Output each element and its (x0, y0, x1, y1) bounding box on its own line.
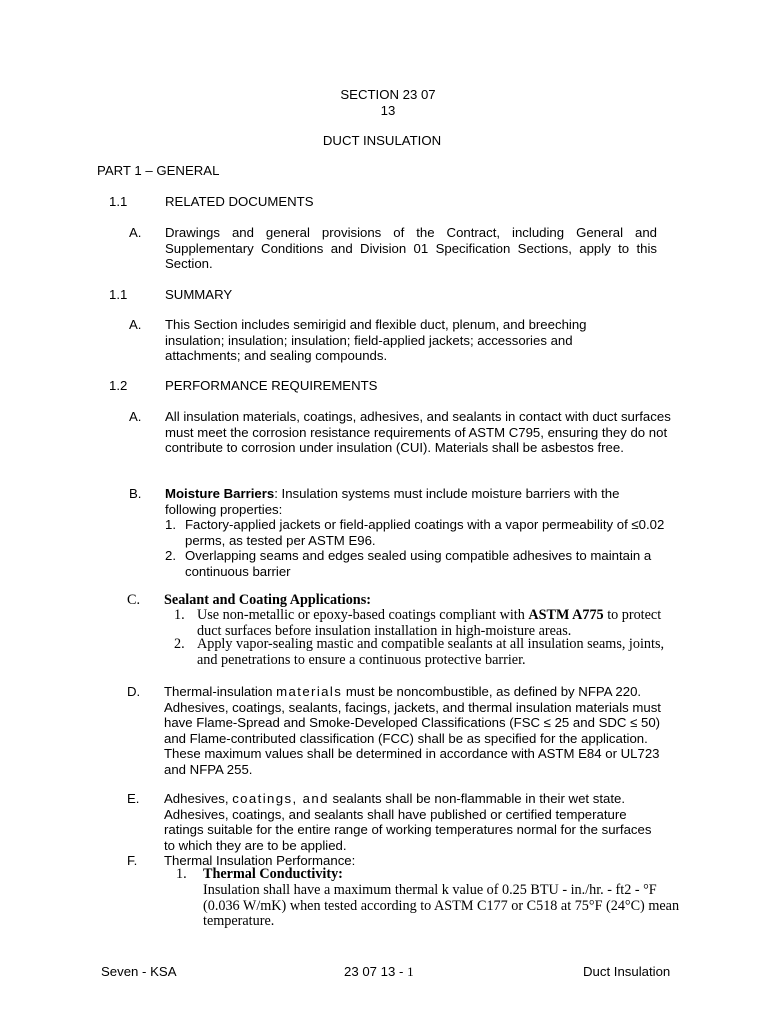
list-item (197, 608, 667, 639)
paragraph-text: All insulation materials, coatings, adhesives, and sealants in contact with duct surfaces must meet the corrosion resistance requirements of ASTM C795, ensuring they do not contribute to corrosion under insulation (CUI). Materials shall be asbestos free. (165, 409, 671, 456)
article-title: RELATED DOCUMENTS (165, 194, 314, 209)
article-title: SUMMARY (165, 287, 233, 302)
footer-section-ref: 23 07 13 - (344, 964, 408, 979)
list-number: 2. (165, 548, 176, 563)
paragraph-letter: A. (129, 225, 142, 240)
paragraph-body-spaced: coatings, and (232, 791, 329, 806)
footer-left: Seven - KSA (101, 964, 177, 979)
paragraph-text (164, 791, 664, 853)
standard-ref: ASTM A775 (528, 607, 604, 623)
page-number: 1 (407, 964, 414, 979)
article-title: PERFORMANCE REQUIREMENTS (165, 378, 378, 393)
paragraph-letter: D. (127, 684, 141, 699)
paragraph-letter: C. (127, 592, 141, 608)
list-item: Insulation shall have a maximum thermal k value of 0.25 BTU - in./hr. - ft2 - °F (0.036 W/mK) when tested according to ASTM C177 or C518 at 75°F (24°C) mean temperature. (203, 882, 680, 930)
paragraph-body: sealants shall be non-flammable in their wet state. Adhesives, coatings, and sealants shall have published or certified temperature ratings suitable for the entire range of working temperatures normal for the surfaces to which they are to be applied. (164, 791, 652, 853)
list-item: Apply vapor-sealing mastic and compatible sealants at all insulation seams, joints, and penetrations to ensure a continuous protective barrier. (197, 636, 665, 668)
paragraph-body: : Insulation systems must include moisture barriers with the following properties: (165, 486, 620, 517)
paragraph-text (165, 486, 670, 517)
footer-right: Duct Insulation (583, 964, 671, 979)
list-item: Factory-applied jackets or field-applied coatings with a vapor permeability of ≤0.02 perms, as tested per ASTM E96. (185, 517, 665, 548)
paragraph-letter: E. (127, 791, 140, 806)
list-item: Overlapping seams and edges sealed using compatible adhesives to maintain a continuous barrier (185, 548, 652, 579)
paragraph-body: Adhesives, (164, 791, 233, 806)
part-heading: PART 1 – GENERAL (97, 163, 220, 178)
paragraph-text (164, 684, 684, 778)
article-number: 1.1 (109, 194, 128, 209)
list-number: 1. (176, 866, 187, 882)
footer-page-label (344, 964, 414, 980)
paragraph-letter: B. (129, 486, 142, 501)
section-number-line2: 13 (380, 102, 396, 118)
section-number-line1: SECTION 23 07 (340, 87, 436, 102)
paragraph-body: must be noncombustible, as defined by NFPA 220. Adhesives, coatings, sealants, facings, jackets, and thermal insulation materials must have Flame-Spread and Smoke-Developed Classifications (FSC ≤ 25 and SDC ≤ 50) and Flame-contributed classification (FCC) shall be as specified for the application. These maximum values shall be determined in accordance with ASTM E84 or UL723 and NFPA 255. (164, 684, 661, 777)
section-number (288, 87, 488, 118)
paragraph-letter: A. (129, 409, 142, 424)
section-title: DUCT INSULATION (322, 133, 442, 148)
paragraph-letter: A. (129, 317, 142, 332)
list-number: 2. (174, 636, 185, 652)
paragraph-text: Drawings and general provisions of the Contract, including General and Supplementary Conditions and Division 01 Specification Sections, apply to this Section. (165, 225, 657, 272)
list-item-text: Use non-metallic or epoxy-based coatings compliant with (197, 607, 529, 623)
list-item-title: Thermal Conductivity: (203, 866, 343, 882)
paragraph-text: Thermal Insulation Performance: (164, 853, 356, 868)
list-number: 1. (174, 607, 185, 623)
paragraph-letter: F. (127, 853, 138, 868)
list-item-text: to protect duct surfaces before insulation installation in high-moisture areas. (197, 607, 662, 639)
paragraph-body-spaced: materials (276, 684, 343, 699)
article-number: 1.1 (109, 287, 128, 302)
paragraph-lead: Sealant and Coating Applications: (164, 592, 371, 608)
article-number: 1.2 (109, 378, 128, 393)
paragraph-lead: Moisture Barriers (165, 486, 275, 501)
paragraph-body: Thermal-insulation (164, 684, 277, 699)
paragraph-text: This Section includes semirigid and flexible duct, plenum, and breeching insulation; insulation; insulation; field-applied jackets; accessories and attachments; and sealing compounds. (165, 317, 587, 364)
list-number: 1. (165, 517, 176, 532)
